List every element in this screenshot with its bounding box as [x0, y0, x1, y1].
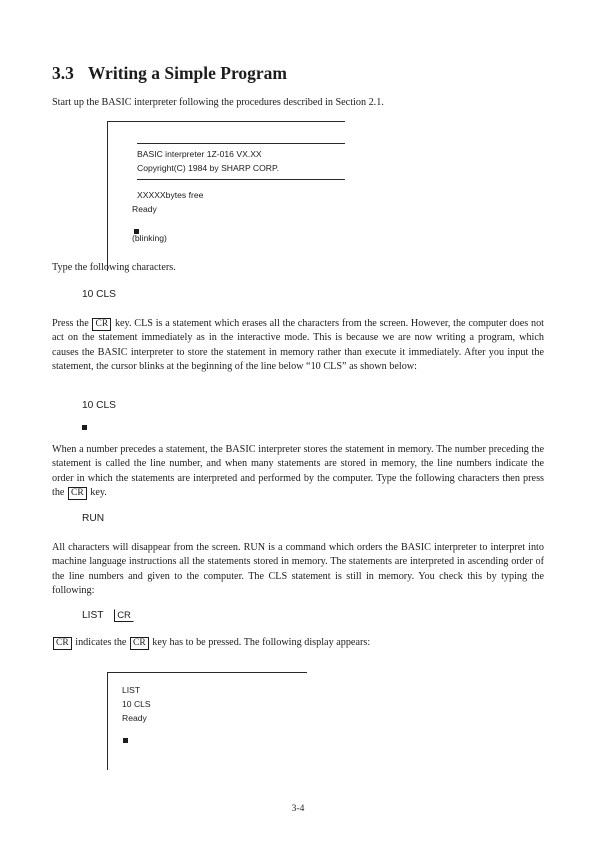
screen1-rule-bottom [137, 179, 345, 180]
screen2-line-list: LIST [122, 685, 141, 695]
para3-rest: key. [90, 487, 107, 499]
screen1-left-border [107, 121, 108, 271]
screen2-cursor [123, 730, 128, 748]
paragraph-display-appears [52, 637, 370, 650]
cr-key: CR [130, 637, 149, 650]
cr-key: CR [68, 487, 87, 500]
screen2-left-border [107, 672, 108, 770]
paragraph-run-explanation: All characters will disappear from the screen. RUN is a command which orders the BASIC interpreter to interpret into machine language instructions all the statements stored in memory. The statements are interpreted in ascending order of the line numbers and given to the computer. The CLS statement is still in memory. You check this by typing the following: [52, 542, 544, 597]
screen1-top-border [107, 121, 345, 122]
para2-start: Press the [52, 318, 89, 329]
cursor-block-icon [123, 738, 128, 743]
code2-cursor [82, 417, 87, 435]
screen2-top-border [107, 672, 307, 673]
section-title: Writing a Simple Program [87, 63, 288, 83]
section-number: 3.3 [52, 63, 74, 83]
para2-rest: key. CLS is a statement which erases all the characters from the screen. However, the computer does not act on the statement immediately as in the interactive mode. This is because we are now writing a program, which causes the BASIC interpreter to store the statement in memory rather than execute it immediately. After you input the statement, the cursor blinks at the beginning of the line below “10 CLS” as shown below: [52, 318, 545, 373]
screen1-line-copyright: Copyright(C) 1984 by SHARP CORP. [137, 163, 280, 173]
section-heading [52, 63, 287, 84]
page-number: 3-4 [291, 804, 305, 814]
code-run: RUN [82, 513, 105, 524]
cursor-block-icon [82, 425, 87, 430]
screen1-line-ready: Ready [132, 204, 157, 214]
code-10-cls-display: 10 CLS [82, 400, 116, 411]
screen2-line-ready: Ready [122, 713, 147, 723]
screen1-line-interpreter: BASIC interpreter 1Z-016 VX.XX [137, 149, 262, 159]
code-list [82, 609, 135, 622]
cr-key: CR [53, 637, 72, 650]
screen1-line-blinking: (blinking) [132, 233, 167, 243]
screen1-line-bytes-free: XXXXXbytes free [137, 190, 204, 200]
paragraph-line-number [52, 443, 544, 501]
list-command: LIST [82, 610, 104, 621]
para3-start: When a number precedes a statement, the BASIC interpreter stores the statement in memory. The number preceding the statement is called the line number, and when many statements are stored in memory, the line numbers indicate the order in which the statements are interpreted and performed by the computer. Type the following characters then press the [52, 444, 544, 499]
type-prompt: Type the following characters. [52, 262, 176, 273]
screen2-line-10-cls: 10 CLS [122, 699, 151, 709]
intro-paragraph: Start up the BASIC interpreter following the procedures described in Section 2.1. [52, 97, 384, 108]
cr-key: CR [92, 318, 111, 331]
para5-rest: key has to be pressed. The following display appears: [152, 637, 371, 648]
paragraph-cls-explanation [52, 317, 544, 375]
para5-mid: indicates the [75, 637, 127, 648]
screen1-rule-top [137, 143, 345, 144]
code-10-cls: 10 CLS [82, 289, 116, 300]
cr-key: CR [114, 609, 134, 622]
